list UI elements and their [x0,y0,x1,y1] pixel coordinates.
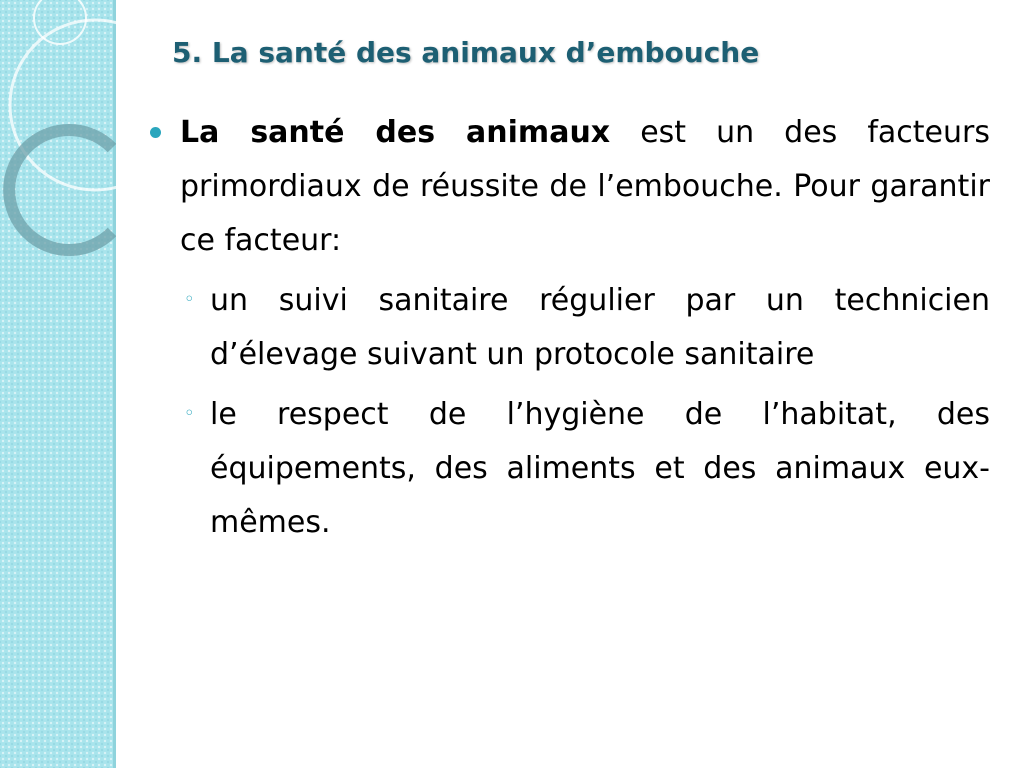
slide-title: 5. La santé des animaux d’embouche [172,36,760,69]
main-bullet [148,106,990,268]
sub-bullet-list [148,274,990,550]
sub-bullet-item [148,388,990,550]
large-ring [10,20,116,190]
sub-bullet-item [148,274,990,382]
sub-bullet-text: le respect de l’hygiène de l’habitat, des équipements, des aliments et des animaux eux-mêmes. [210,397,990,540]
hollow-circle-bullet-icon: ◦ [184,403,195,424]
bullet-bold-lead: La santé des animaux [180,115,611,150]
bullet-dot-icon [150,127,161,138]
decorative-rings [0,0,116,300]
hollow-circle-bullet-icon: ◦ [184,289,195,310]
bullet-text: est un des facteurs primordiaux de réussite de l’embouche. Pour garantir ce facteur: [180,115,990,258]
sub-bullet-text: un suivi sanitaire régulier par un technicien d’élevage suivant un protocole sanitaire [210,283,990,372]
slide-content [148,106,990,556]
